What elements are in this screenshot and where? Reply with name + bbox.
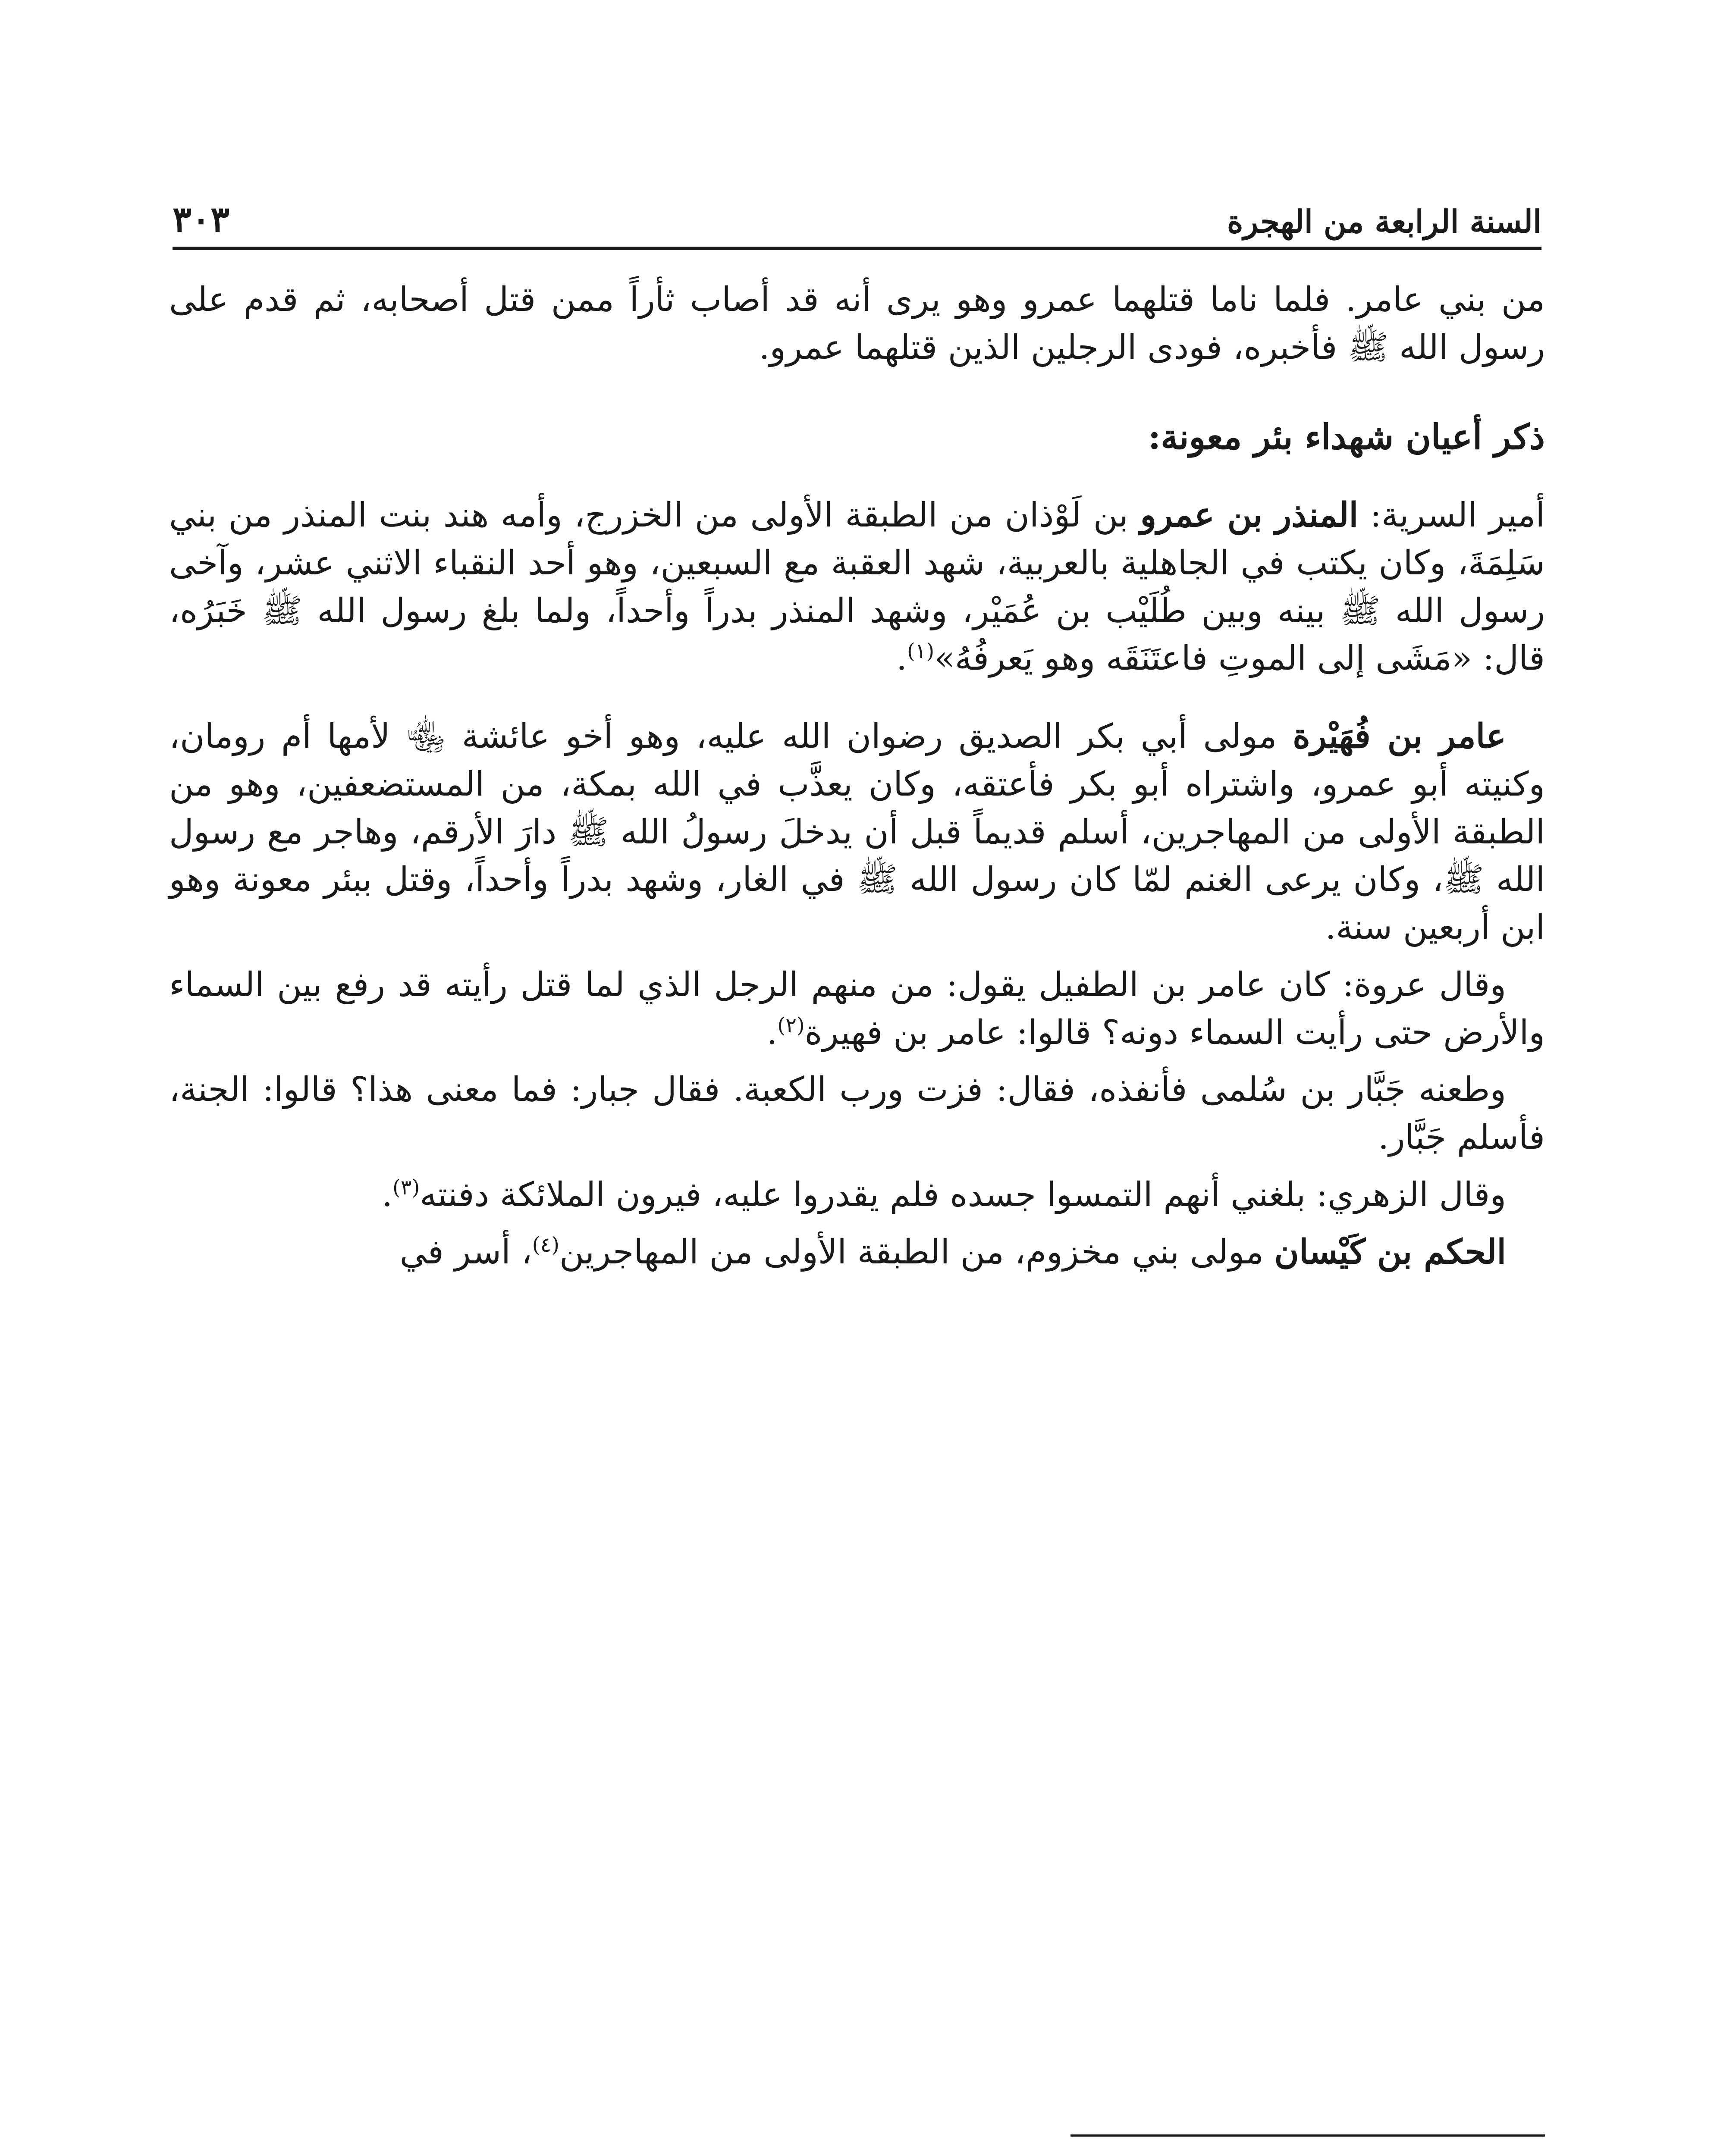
footnote-divider <box>1070 2134 1545 2137</box>
mundhir-text: بن لَوْذان من الطبقة الأولى من الخزرج، وأمه هند بنت المنذر من بني سَلِمَةَ، وكان يكتب في الجاهلية بالعربية، شهد العقبة مع السبعين، وهو أحد النقباء الاثني عشر، وآخى رسول الله ﷺ بينه وبين طُلَيْب بن عُمَيْر، وشهد المنذر بدراً وأحداً، ولما بلغ رسول الله ﷺ خَبَرُه، قال: «مَشَى إلى الموتِ فاعتَنَقَه وهو يَعرفُهُ» <box>169 496 1545 678</box>
jabbar-paragraph <box>169 1066 1545 1162</box>
section-heading: ذكر أعيان شهداء بئر معونة: <box>1148 416 1545 457</box>
footnote-ref-4: (٤) <box>532 1232 560 1257</box>
footnote-ref-1: (١) <box>907 639 935 664</box>
urwa-text: وقال عروة: كان عامر بن الطفيل يقول: من منهم الرجل الذي لما قتل رأيته قد رفع بين السماء والأرض حتى رأيت السماء دونه؟ قالوا: عامر بن فهيرة <box>169 965 1545 1052</box>
hakam-end: ، أسر في <box>399 1232 532 1272</box>
running-header <box>173 172 1541 240</box>
page-number: ٣٠٣ <box>173 199 230 240</box>
amir-paragraph <box>169 713 1545 952</box>
mundhir-paragraph <box>169 492 1545 683</box>
mundhir-prefix: أمير السرية: <box>1358 496 1545 535</box>
hakam-text: مولى بني مخزوم، من الطبقة الأولى من المهاجرين <box>559 1232 1275 1272</box>
zuhri-text: وقال الزهري: بلغني أنهم التمسوا جسده فلم يقدروا عليه، فيرون الملائكة دفنته <box>420 1175 1506 1214</box>
urwa-end: . <box>766 1013 778 1052</box>
zuhri-paragraph <box>169 1171 1545 1219</box>
zuhri-end: . <box>382 1175 393 1214</box>
chapter-title: السنة الرابعة من الهجرة <box>1227 203 1541 240</box>
hakam-name: الحكم بن كَيْسان <box>1274 1232 1506 1272</box>
hakam-paragraph <box>169 1228 1545 1276</box>
footnote-ref-3: (٣) <box>392 1175 420 1200</box>
footnote-ref-2: (٢) <box>777 1013 805 1037</box>
mundhir-end: . <box>896 639 907 678</box>
mundhir-name: المنذر بن عمرو <box>1140 495 1359 535</box>
intro-text: من بني عامر. فلما ناما قتلهما عمرو وهو يرى أنه قد أصاب ثأراً ممن قتل أصحابه، ثم قدم على رسول الله ﷺ فأخبره، فودى الرجلين الذين قتلهما عمرو. <box>169 280 1545 367</box>
main-text <box>169 276 1545 1276</box>
intro-paragraph <box>169 276 1545 372</box>
urwa-paragraph <box>169 961 1545 1057</box>
header-divider <box>173 247 1541 250</box>
amir-name: عامر بن فُهَيْرة <box>1293 717 1506 756</box>
jabbar-text: وطعنه جَبَّار بن سُلمى فأنفذه، فقال: فزت ورب الكعبة. فقال جبار: فما معنى هذا؟ قالوا: الجنة، فأسلم جَبَّار. <box>169 1070 1545 1157</box>
amir-text: مولى أبي بكر الصديق رضوان الله عليه، وهو أخو عائشة ﵄ لأمها أم رومان، وكنيته أبو عمرو، واشتراه أبو بكر فأعتقه، وكان يعذَّب في الله بمكة، من المستضعفين، وهو من الطبقة الأولى من المهاجرين، أسلم قديماً قبل أن يدخلَ رسولُ الله ﷺ دارَ الأرقم، وهاجر مع رسول الله ﷺ، وكان يرعى الغنم لمّا كان رسول الله ﷺ في الغار، وشهد بدراً وأحداً، وقتل ببئر معونة وهو ابن أربعين سنة. <box>169 717 1545 947</box>
